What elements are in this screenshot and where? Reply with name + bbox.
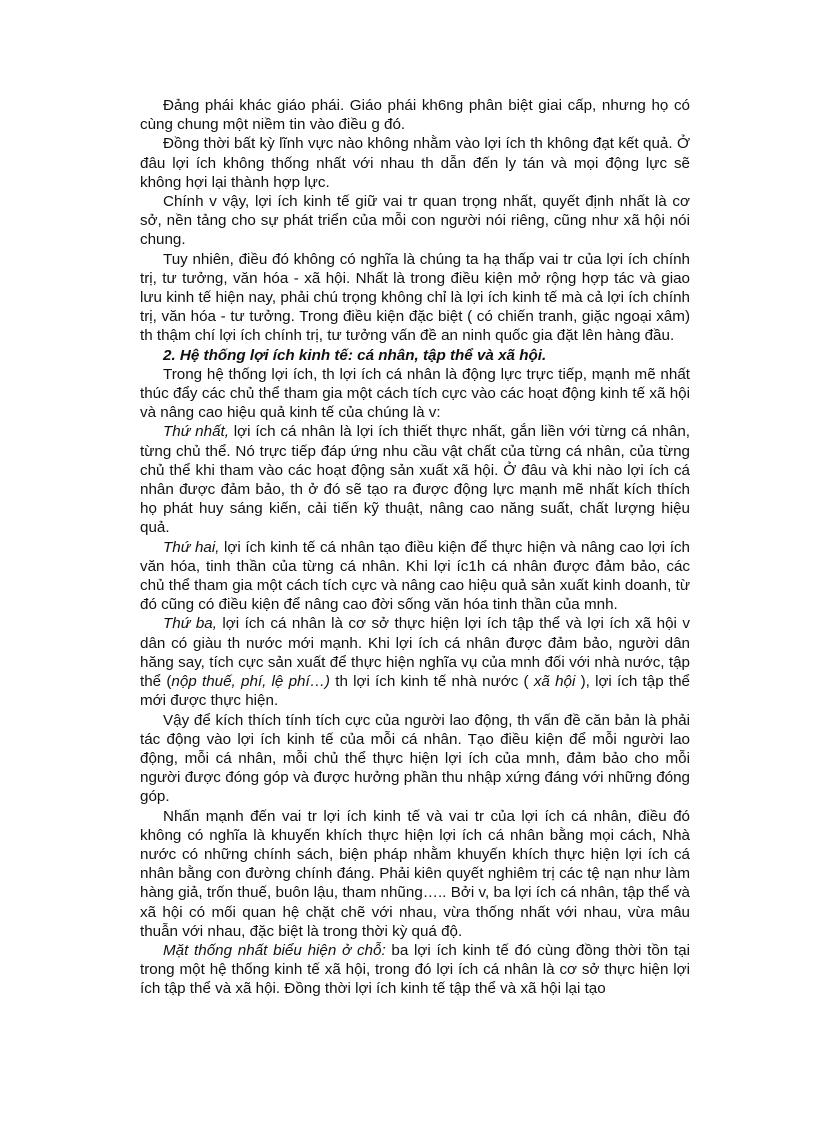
paragraph: Tuy nhiên, điều đó không có nghĩa là chúng ta hạ thấp vai tr của lợi ích chính trị, tư tưởng, văn hóa - xã hội. Nhất là trong điều kiện mở rộng hợp tác và giao lưu kinh tế hiện nay, phải chú trọng không chỉ là lợi ích kinh tế mà cả lợi ích chính trị, văn hóa - tư tưởng. Trong điều kiện đặc biệt ( có chiến tranh, giặc ngoại xâm) th thậm chí lợi ích chính trị, tư tưởng vấn đề an ninh quốc gia đặt lên hàng đầu.: [140, 250, 690, 345]
paragraph-body: ), lợi ích tập thể mới được thực hiện.: [140, 673, 690, 710]
paragraph: Vậy để kích thích tính tích cực của người lao động, th vấn đề căn bản là phải tác động vào lợi ích kinh tế của mỗi cá nhân. Tạo điều kiện để mỗi người lao động, mỗi cá nhân, mỗi chủ thể thực hiện lợi ích của mnh, đảm bảo cho mỗi người được đóng góp và được hưởng phần thu nhập xứng đáng với những đóng góp.: [140, 711, 690, 806]
paragraph-body: ba lợi ích kinh tế đó cùng đồng thời tồn tại trong một hệ thống kinh tế xã hội, trong đó lợi ích cá nhân là cơ sở thực hiện lợi ích tập thể và xã hội. Đồng thời lợi ích kinh tế tập thể và xã hội lại tạo: [140, 941, 691, 998]
paragraph: Trong hệ thống lợi ích, th lợi ích cá nhân là động lực trực tiếp, mạnh mẽ nhất thúc đẩy các chủ thể tham gia một cách tích cực vào các hoạt động kinh tế xã hội và nâng cao hiệu quả kinh tế của chúng là v:: [140, 365, 690, 422]
paragraph: Đồng thời bất kỳ lĩnh vực nào không nhằm vào lợi ích th không đạt kết quả. Ở đâu lợi ích không thống nhất với nhau th dẫn đến ly tán và mọi động lực sẽ không hợi lại thành hợp lực.: [140, 135, 690, 191]
paragraph-lead: Mặt thống nhất biểu hiện ở chỗ:: [163, 941, 386, 959]
paragraph-second: [140, 538, 690, 615]
paragraph-unity: [140, 941, 690, 999]
paragraph-body: lợi ích cá nhân là lợi ích thiết thực nhất, gắn liền với từng cá nhân, từng chủ thể. Nó trực tiếp đáp ứng nhu cầu vật chất của từng cá nhân, của từng chủ thể khi tham vào các hoạt động sản xuất xã hội. Ở đâu và khi nào lợi ích cá nhân được đảm bảo, th ở đó sẽ tạo ra được động lực mạnh mẽ nhất kích thích họ phát huy sáng kiến, cải tiến kỹ thuật, nâng cao năng suất, chất lượng hiệu quả.: [140, 423, 690, 537]
document-page: [140, 96, 690, 999]
paragraph-body: lợi ích cá nhân là cơ sở thực hiện lợi ích tập thể và lợi ích xã hội v dân có giàu th nước mới mạnh. Khi lợi ích cá nhân được đảm bảo, người dân hăng say, tích cực sản xuất để thực hiện nghĩa vụ của mnh đối với nhà nước, tập thể (: [140, 615, 691, 691]
section-heading: 2. Hệ thống lợi ích kinh tế: cá nhân, tập thể và xã hội.: [163, 346, 547, 364]
paragraph-first: [140, 422, 690, 537]
paragraph-lead: Thứ nhất,: [163, 423, 229, 441]
paragraph: Đảng phái khác giáo phái. Giáo phái kh6ng phân biệt giai cấp, nhưng họ có cùng chung một niềm tin vào điều g đó.: [140, 97, 690, 134]
italic-phrase: xã hội: [533, 673, 576, 691]
paragraph-body: lợi ích kinh tế cá nhân tạo điều kiện để thực hiện và nâng cao lợi ích văn hóa, tinh thần của từng cá nhân. Khi lợi íc1h cá nhân được đảm bảo, các chủ thể tham gia một cách tích cực và nâng cao hiệu quả sản xuất kinh doanh, từ đó cũng có điều kiện để nâng cao đời sống văn hóa tinh thần của mnh.: [140, 538, 691, 614]
italic-phrase: nộp thuế, phí, lệ phí…): [171, 673, 330, 691]
paragraph-body: th lợi ích kinh tế nhà nước (: [329, 673, 534, 691]
paragraph: Chính v vậy, lợi ích kinh tế giữ vai tr quan trọng nhất, quyết định nhất là cơ sở, nền tảng cho sự phát triển của mỗi con người nói riêng, cũng như xã hội nói chung.: [140, 193, 690, 249]
paragraph-lead: Thứ ba,: [163, 615, 217, 633]
paragraph: Nhấn mạnh đến vai tr lợi ích kinh tế và vai tr của lợi ích cá nhân, điều đó không có nghĩa là khuyến khích thực hiện lợi ích cá nhân bằng mọi cách, Nhà nước có những chính sách, biện pháp nhằm khuyến khích thực hiện lợi ích cá nhân bằng con đường chính đáng. Phải kiên quyết nghiêm trị các tệ nạn như làm hàng giả, trốn thuế, buôn lậu, tham nhũng….. Bởi v, ba lợi ích cá nhân, tập thể và xã hội có mối quan hệ chặt chẽ với nhau, vừa thống nhất với nhau, vừa mâu thuẫn với nhau, đặc biệt là trong thời kỳ quá độ.: [140, 807, 690, 940]
paragraph-lead: Thứ hai,: [163, 538, 220, 556]
paragraph-third: [140, 614, 690, 710]
